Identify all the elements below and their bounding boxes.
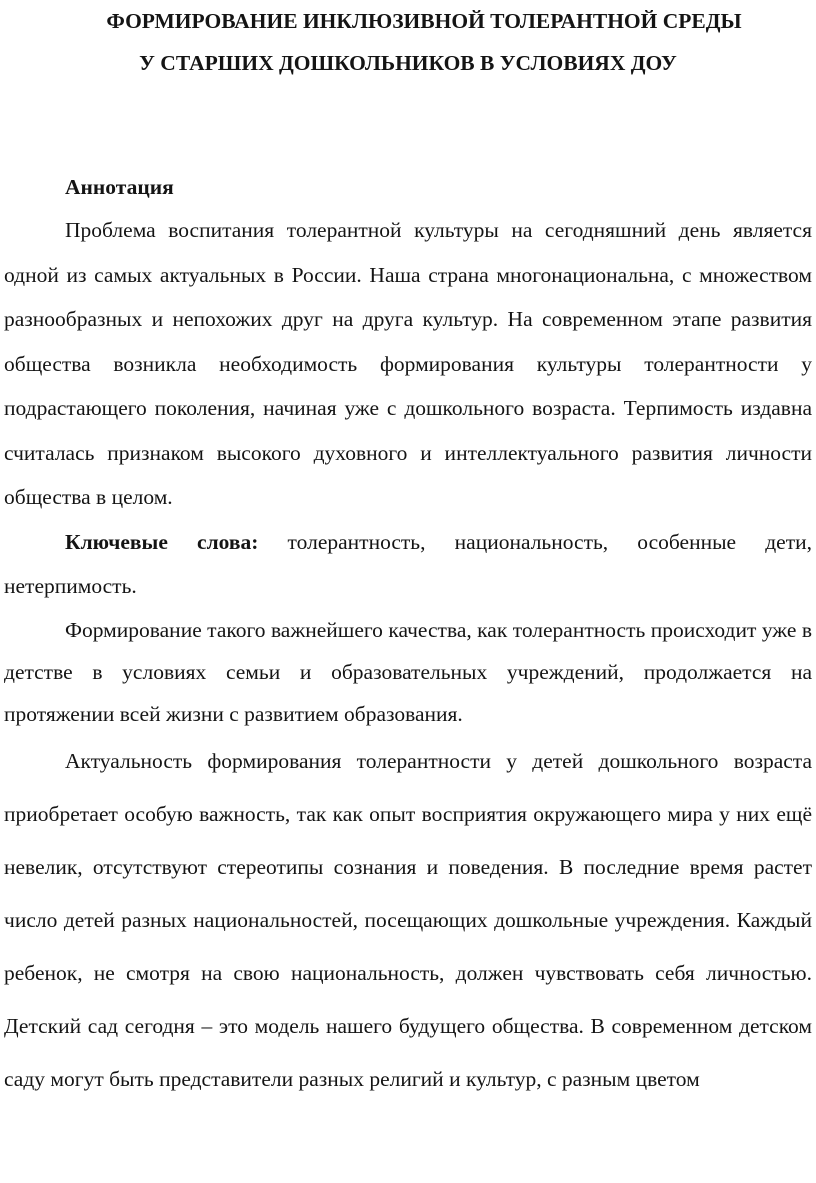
abstract-paragraph: Проблема воспитания толерантной культуры на сегодняшний день является одной из самых актуальных в России. Наша страна многонациональна, с множеством разнообразных и непохожих друг на друга культур. На современном этапе развития общества возникла необходимость формирования культуры толерантности у подрастающего поколения, начиная уже с дошкольного возраста. Терпимость издавна считалась признаком высокого духовного и интеллектуального развития личности общества в целом. xyxy=(4,218,812,509)
body-paragraph-2: Актуальность формирования толерантности у детей дошкольного возраста приобретает особую важность, так как опыт восприятия окружающего мира у них ещё невелик, отсутствуют стереотипы сознания и поведения. В последние время растет число детей разных национальностей, посещающих дошкольные учреждения. Каждый ребенок, не смотря на свою национальность, должен чувствовать себя личностью. Детский сад сегодня – это модель нашего будущего общества. В современном детском саду могут быть представители разных религий и культур, с разным цветом xyxy=(4,748,812,1091)
document-title xyxy=(4,0,812,84)
keywords-label: Ключевые слова: xyxy=(65,529,259,554)
spacer xyxy=(4,84,812,172)
title-line-1: ФОРМИРОВАНИЕ ИНКЛЮЗИВНОЙ ТОЛЕРАНТНОЙ СРЕДЫ xyxy=(106,9,742,33)
body-paragraph-1: Формирование такого важнейшего качества, как толерантность происходит уже в детстве в условиях семьи и образовательных учреждений, продолжается на протяжении всей жизни с развитием образования. xyxy=(4,617,812,726)
title-line-2: У СТАРШИХ ДОШКОЛЬНИКОВ В УСЛОВИЯХ ДОУ xyxy=(139,51,677,75)
abstract-heading: Аннотация xyxy=(65,175,174,199)
keywords-text: толерантность, национальность, особенные дети, нетерпимость. xyxy=(4,529,812,598)
keywords-paragraph xyxy=(4,520,812,609)
